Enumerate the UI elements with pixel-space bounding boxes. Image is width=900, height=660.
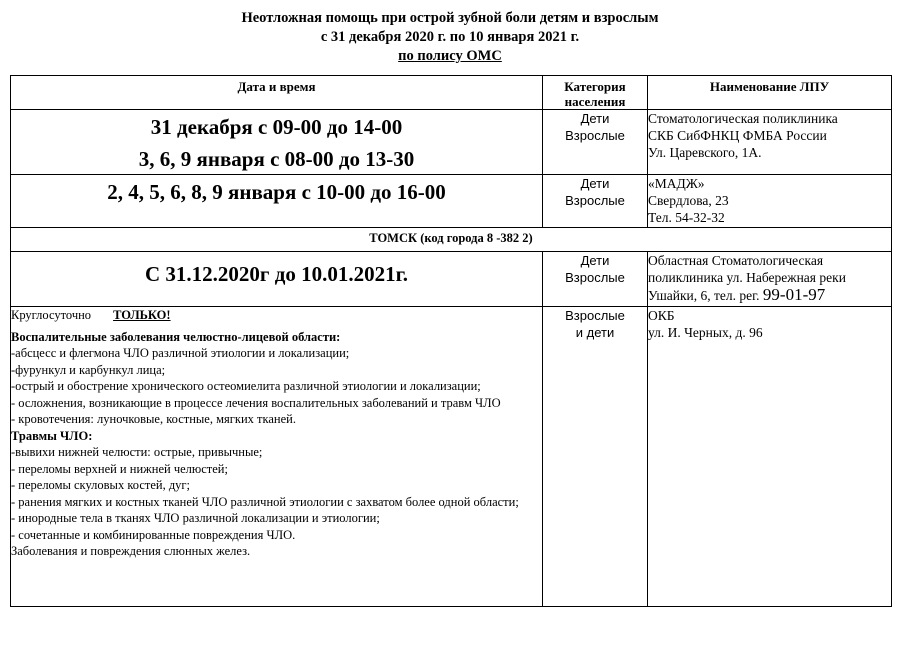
list-item: - переломы скуловых костей, дуг; [11,478,191,492]
lpu-line: Тел. 54-32-32 [648,210,725,225]
category-cell [543,110,648,175]
list-item: - сочетанные и комбинированные повреждения ЧЛО. [11,527,296,542]
category-line: Взрослые [565,308,625,323]
trauma-title: Травмы ЧЛО: [11,428,93,443]
title-line-2: с 31 декабря 2020 г. по 10 января 2021 г. [320,29,580,45]
lpu-line: Стоматологическая поликлиника [648,111,838,126]
category-cell [543,252,648,307]
category-line: Взрослые [565,128,625,143]
lpu-line: Областная Стоматологическая [648,253,824,268]
inflammation-title: Воспалительные заболевания челюстно-лицевой области: [11,329,341,344]
list-item: - ранения мягких и костных тканей ЧЛО различной этиологии с захватом более одной области; [11,494,519,509]
phone-number: 99-01-97 [762,285,826,304]
header-date-time: Дата и время [11,76,543,110]
lpu-cell [648,175,892,228]
lpu-line: Ул. Царевского, 1А. [648,145,762,160]
category-line: Взрослые [565,193,625,208]
lpu-cell [648,110,892,175]
lpu-address: Ушайки, 6, тел. рег. [648,288,763,303]
lpu-line: поликлиника ул. Набережная реки [648,270,846,285]
list-item: -абсцесс и флегмона ЧЛО различной этиологии и локализации; [11,346,350,360]
category-cell [543,307,648,607]
category-line: Дети [580,253,610,268]
header-lpu: Наименование ЛПУ [648,76,892,110]
category-line: Дети [580,176,610,191]
schedule-table [10,75,892,607]
lpu-cell [648,252,892,307]
only-label: ТОЛЬКО! [113,308,171,322]
date-line: С 31.12.2020г до 10.01.2021г. [145,262,408,286]
date-line: 31 декабря с 09-00 до 14-00 [150,115,403,139]
date-cell [11,175,543,228]
lpu-line: ОКБ [648,308,675,323]
table-row [11,307,892,607]
category-line: и дети [575,325,615,340]
section-heading: ТОМСК (код города 8 -382 2) [11,228,892,252]
list-item: -вывихи нижней челюсти: острые, привычные; [11,445,263,459]
table-header-row [11,76,892,110]
oms-label: по полису ОМС [398,48,502,64]
lpu-line [648,286,891,304]
header-category: Категория населения [543,76,648,110]
date-cell [11,252,543,307]
intro-label: Круглосуточно [11,308,92,322]
list-item: -острый и обострение хронического остеомиелита различной этиологии и локализации; [11,379,481,393]
list-item: - переломы верхней и нижней челюстей; [11,461,228,476]
title-line-3 [0,47,900,66]
table-row [11,175,892,228]
date-line: 3, 6, 9 января с 08-00 до 13-30 [138,147,415,171]
intro-line [11,307,542,324]
lpu-line: СКБ СибФНКЦ ФМБА России [648,128,827,143]
list-item: - осложнения, возникающие в процессе лечения воспалительных заболеваний и травм ЧЛО [11,395,501,410]
title-line-1: Неотложная помощь при острой зубной боли детям и взрослым [241,10,659,26]
lpu-cell [648,307,892,607]
category-line: Дети [580,111,610,126]
list-item: - инородные тела в тканях ЧЛО различной локализации и этиологии; [11,511,380,525]
date-cell [11,110,543,175]
list-item: - кровотечения: луночковые, костные, мягких тканей. [11,412,296,426]
conditions-cell [11,307,543,607]
category-cell [543,175,648,228]
lpu-line: Свердлова, 23 [648,193,729,208]
closing-line: Заболевания и повреждения слюнных желез. [11,544,251,558]
category-line: Взрослые [565,270,625,285]
section-row [11,228,892,252]
table-row [11,252,892,307]
lpu-line: ул. И. Черных, д. 96 [648,325,763,340]
list-item: -фурункул и карбункул лица; [11,362,166,377]
lpu-line: «МАДЖ» [648,176,705,191]
date-line: 2, 4, 5, 6, 8, 9 января с 10-00 до 16-00 [107,180,446,204]
table-row [11,110,892,175]
